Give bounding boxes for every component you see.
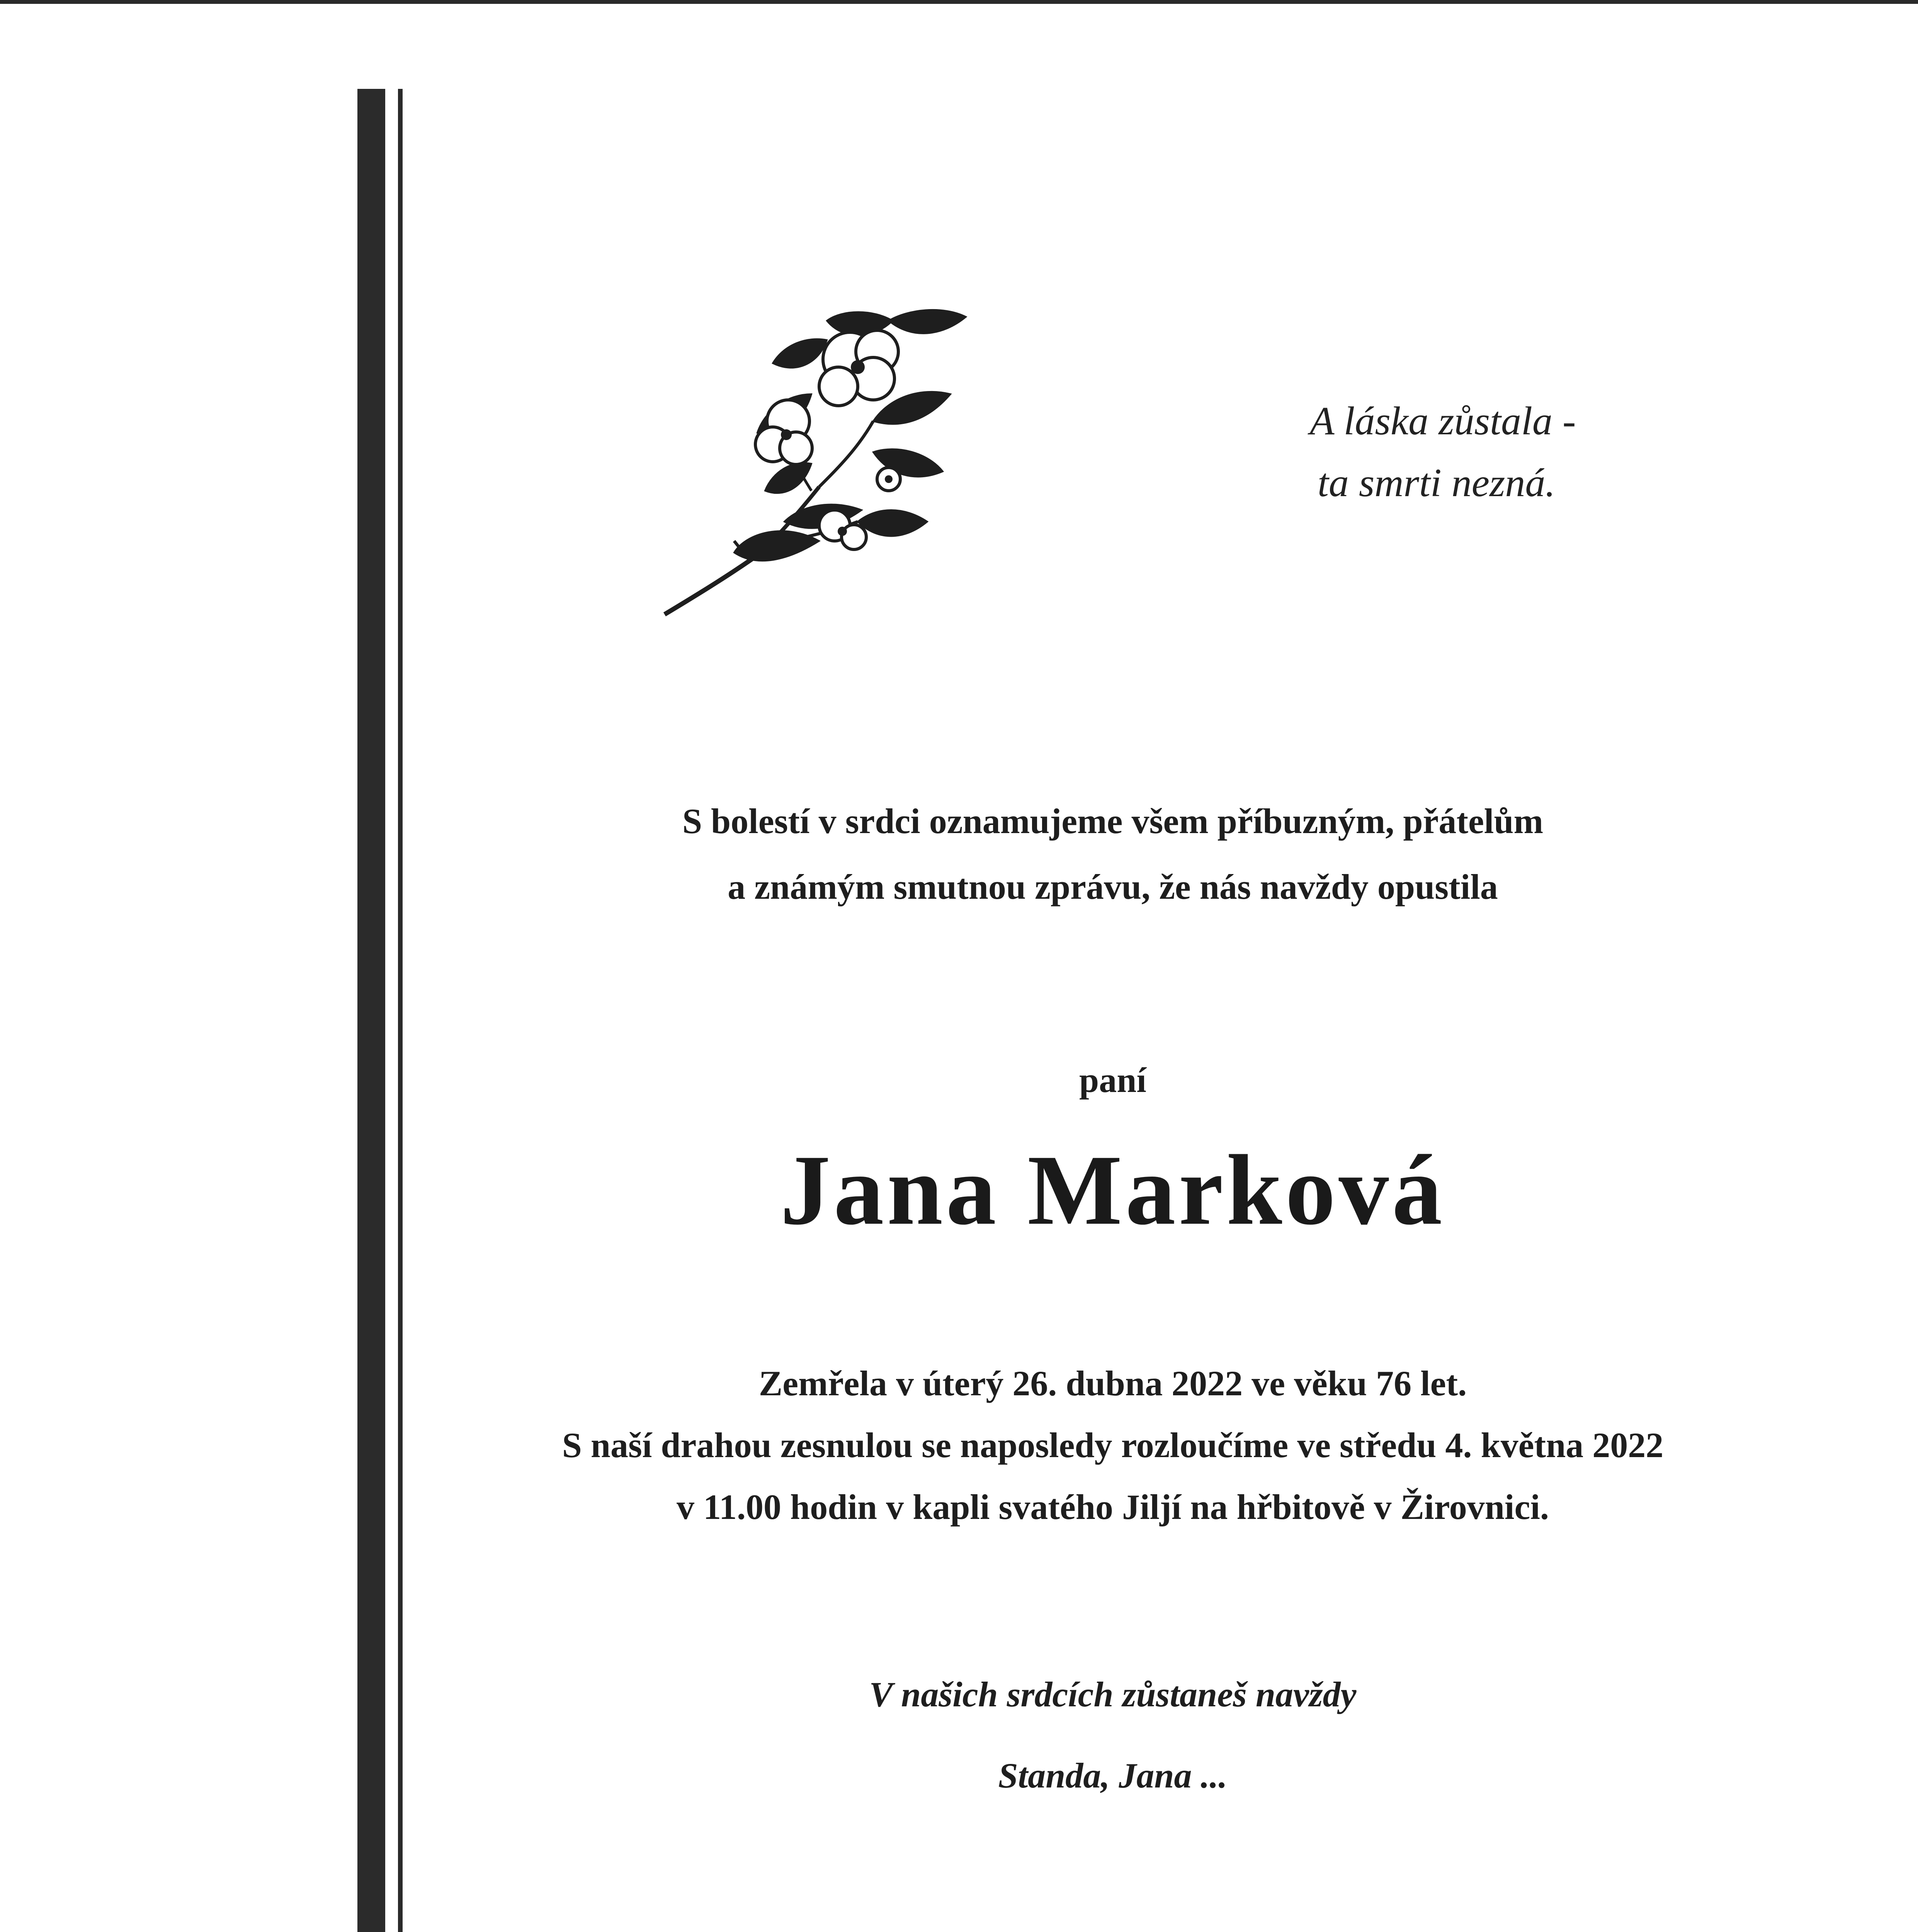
motto-line-1: A láska zůstala - [1310,399,1576,443]
top-border [0,0,1918,4]
details-line-2: S naší drahou zesnulou se naposledy rozloučíme ve středu 4. května 2022 [562,1425,1664,1465]
announcement-line-2: a známým smutnou zprávu, že nás navždy opustila [728,867,1498,906]
farewell-text: V našich srdcích zůstaneš navždy [869,1675,1357,1714]
signature: Standa, Jana ... [998,1756,1228,1795]
details-line-1: Zemřela v úterý 26. dubna 2022 ve věku 76 let. [758,1364,1467,1403]
announcement [456,788,1770,920]
vertical-bar-thick [357,89,385,1932]
details-line-3: v 11.00 hodin v kapli svatého Jiljí na hřbitově v Žirovnici. [677,1487,1549,1527]
flower-branch-icon [657,305,1028,630]
announcement-line-1: S bolestí v srdci oznamujeme všem příbuzným, přátelům [682,801,1544,841]
deceased-name: Jana Marková [780,1134,1445,1246]
funeral-details [456,1352,1770,1538]
deceased-title: paní [1079,1060,1146,1100]
motto [1310,390,1658,514]
vertical-bar-thin [398,89,403,1932]
motto-line-2: ta smrti nezná. [1318,461,1556,505]
